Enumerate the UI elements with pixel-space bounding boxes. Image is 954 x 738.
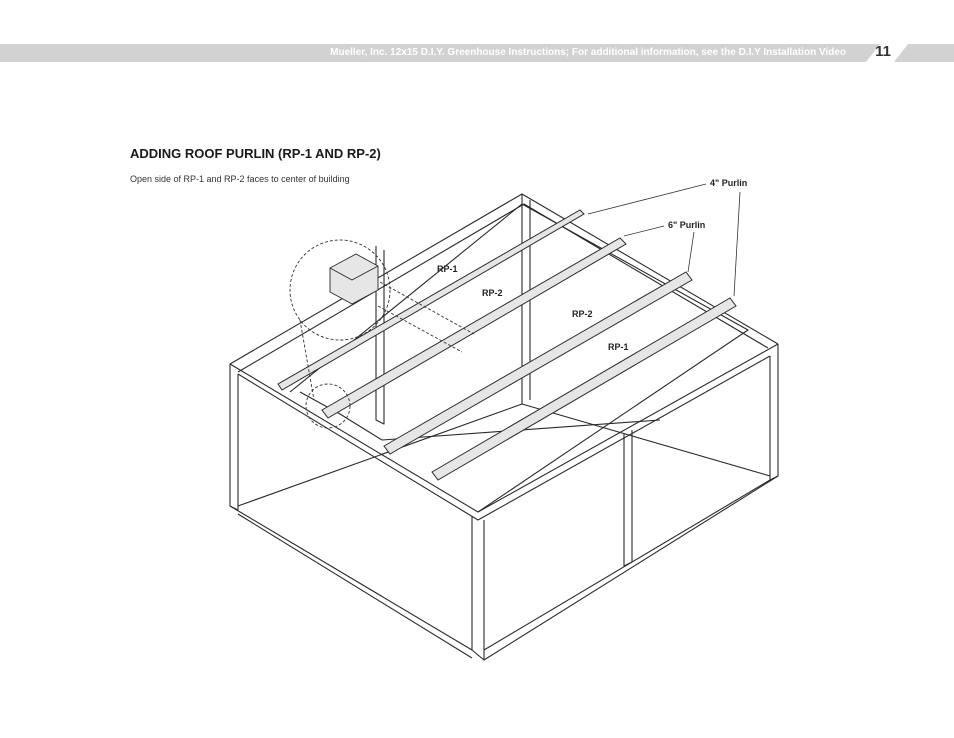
left-corner-post: [230, 364, 238, 510]
label-rp2-back: RP-2: [482, 288, 503, 298]
header-title: Mueller, Inc. 12x15 D.I.Y. Greenhouse Instructions; For additional information, see the D.I.Y Installation Video: [330, 47, 846, 58]
detail-leader-3: [378, 306, 462, 352]
leader-6in-purlin: [624, 226, 664, 236]
bottom-rail-left: [230, 506, 472, 650]
leader-6in-purlin-2: [688, 232, 694, 272]
label-6in-purlin: 6" Purlin: [668, 220, 706, 230]
front-mid-post: [624, 430, 632, 566]
section-title: ADDING ROOF PURLIN (RP-1 AND RP-2): [130, 146, 381, 161]
section-note: Open side of RP-1 and RP-2 faces to center of building: [130, 174, 350, 184]
label-4in-purlin: 4" Purlin: [710, 178, 748, 188]
label-rp2-front: RP-2: [572, 309, 593, 319]
greenhouse-frame: [230, 194, 778, 660]
leader-4in-purlin-2: [734, 192, 740, 296]
label-rp1-back: RP-1: [437, 264, 458, 274]
leader-4in-purlin: [588, 184, 706, 214]
bottom-rail-left-inner: [238, 514, 472, 658]
detail-purlin-section: [330, 254, 378, 304]
bottom-rail-back: [238, 404, 770, 506]
right-corner-post: [770, 344, 778, 480]
label-rp1-front: RP-1: [608, 342, 629, 352]
leader-lines: [588, 184, 740, 296]
front-corner-post: [472, 516, 484, 660]
page-number: 11: [875, 43, 891, 60]
bottom-rail-right-inner: [484, 480, 770, 650]
bottom-rail-right: [484, 476, 778, 660]
